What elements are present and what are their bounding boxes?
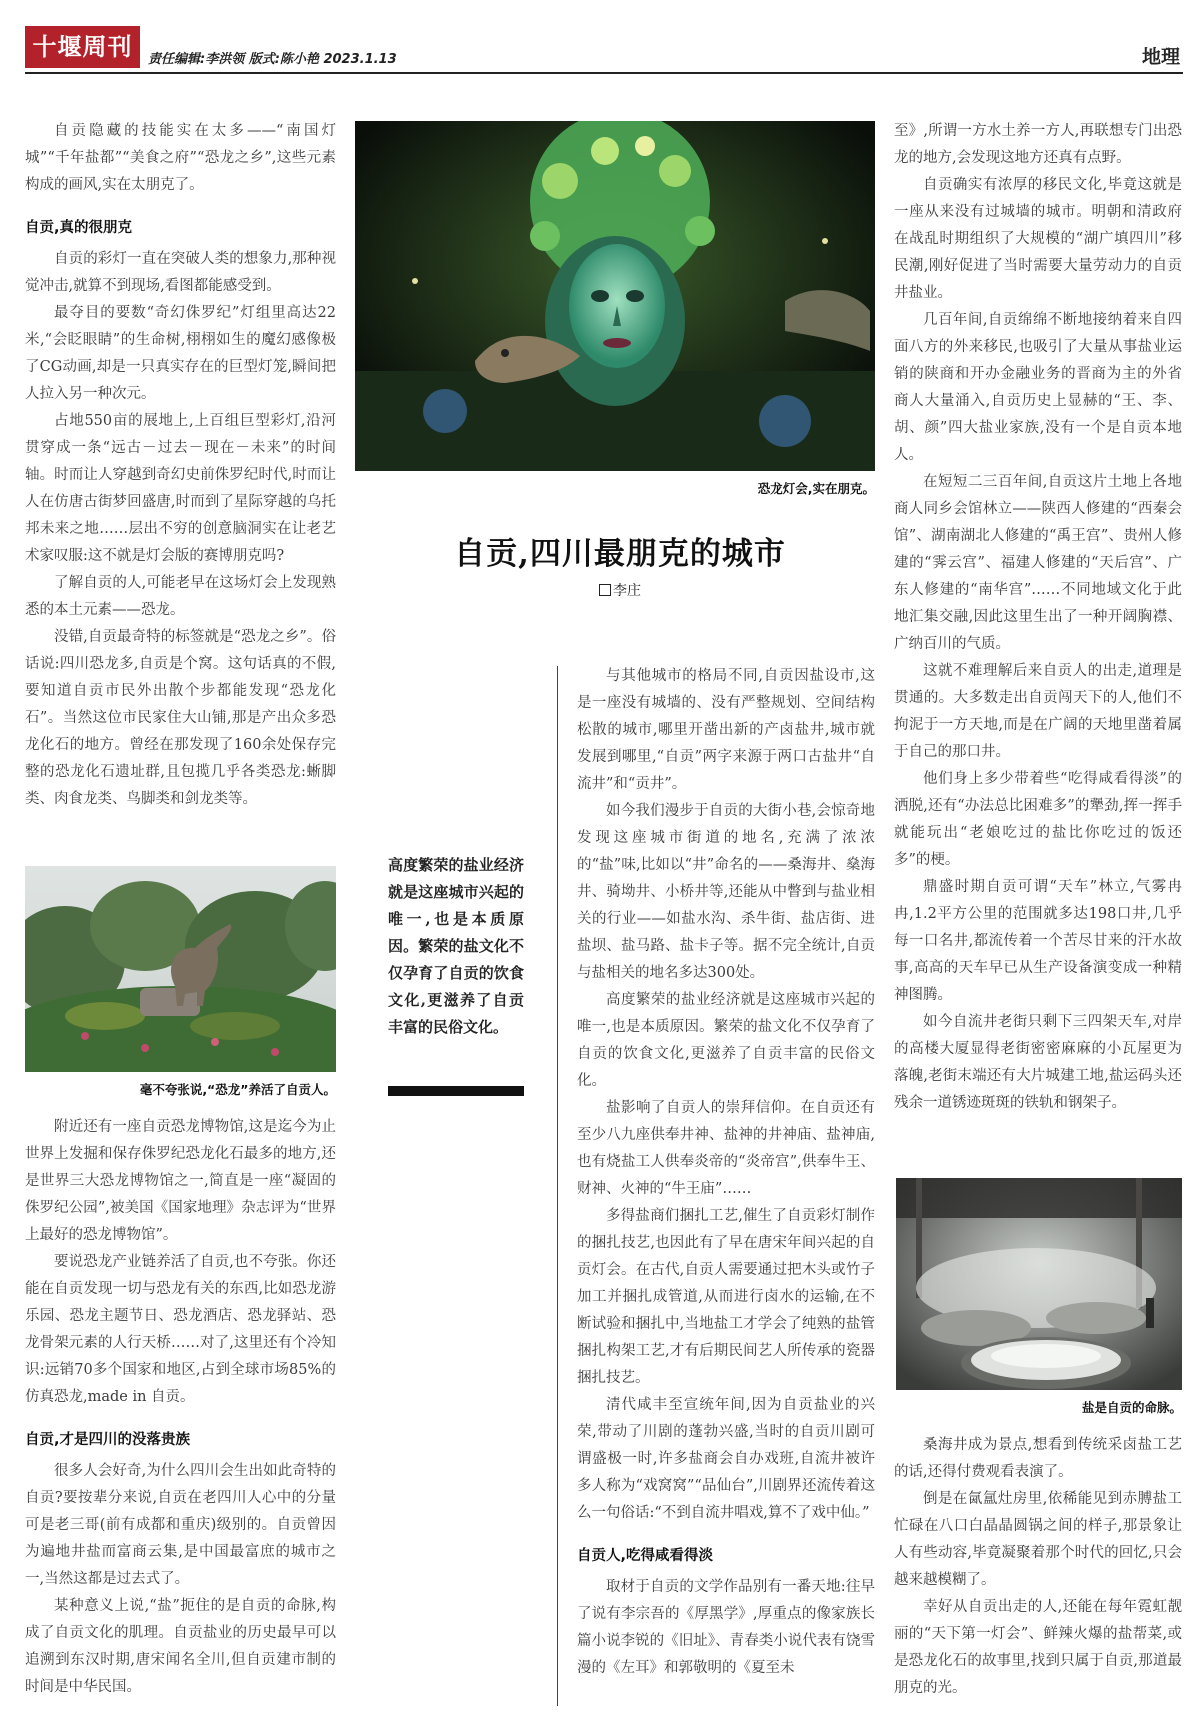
pull-quote: 高度繁荣的盐业经济就是这座城市兴起的唯一,也是本质原因。繁荣的盐文化不仅孕育了自贡的饮食文化,更滋养了自贡丰富的民俗文化。 [388,856,524,1036]
paragraph: 取材于自贡的文学作品别有一番天地:往早了说有李宗吾的《厚黑学》,厚重点的像家族长篇小说李锐的《旧址》、青春类小说代表有饶雪漫的《左耳》和郭敬明的《夏至未 [577,1579,875,1676]
paragraph: 了解自贡的人,可能老早在这场灯会上发现熟悉的本土元素——恐龙。 [25,575,336,618]
masthead-meta: 责任编辑:李洪领 版式:陈小艳 2023.1.13 [148,52,397,67]
paragraph: 幸好从自贡出走的人,还能在每年霓虹靓丽的“天下第一灯会”、鲜辣火爆的盐帮菜,或是恐龙化石的故事里,找到只属于自贡,那道最朋克的光。 [894,1599,1182,1696]
paragraph: 自贡隐藏的技能实在太多——“南国灯城”“千年盐都”“美食之府”“恐龙之乡”,这些元素构成的画风,实在太朋克了。 [25,123,336,193]
subheading: 自贡人,吃得咸看得淡 [577,1548,714,1564]
paragraph: 在短短二三百年间,自贡这片土地上各地商人同乡会馆林立——陕西人修建的“西秦会馆”、湖南湖北人修建的“禹王宫”、贵州人修建的“霁云宫”、福建人修建的“天后宫”、广东人修建的“南华宫”……不同地域文化于此地汇集交融,因此这里生出了一种开阔胸襟、广纳百川的气质。 [894,474,1182,652]
paragraph: 高度繁荣的盐业经济就是这座城市兴起的唯一,也是本质原因。繁荣的盐文化不仅孕育了自贡的饮食文化,更滋养了自贡丰富的民俗文化。 [577,992,875,1089]
column-right-bottom [894,1432,1182,1702]
paragraph: 倒是在氤氲灶房里,依稀能见到赤膊盐工忙碌在八口白晶晶圆锅之间的样子,那景象让人有些动容,毕竟凝聚着那个时代的回忆,只会越来越模糊了。 [894,1491,1182,1588]
subheading: 自贡,才是四川的没落贵族 [25,1432,191,1448]
article-title: 自贡,四川最朋克的城市 [454,536,786,572]
paragraph: 最夺目的要数“奇幻侏罗纪”灯组里高达22米,“会眨眼睛”的生命树,栩栩如生的魔幻感像极了CG动画,却是一只真实存在的巨型灯笼,瞬间把人拉入另一种次元。 [25,305,336,402]
paragraph: 鼎盛时期自贡可谓“天车”林立,气雾冉冉,1.2平方公里的范围就多达198口井,几乎每一口名井,都流传着一个苦尽甘来的汗水故事,高高的天车早已从生产设备演变成一种精神图腾。 [894,879,1182,1003]
paragraph: 桑海井成为景点,想看到传统采卤盐工艺的话,还得付费观看表演了。 [894,1437,1182,1480]
paragraph: 占地550亩的展地上,上百组巨型彩灯,沿河贯穿成一条“远古－过去－现在－未来”的时间轴。时而让人穿越到奇幻史前侏罗纪时代,时而让人在仿唐古街梦回盛唐,时而到了星际穿越的乌托邦未来之地……层出不穷的创意脑洞实在让老艺术家叹服:这不就是灯会版的赛博朋克吗? [25,413,336,564]
column-center [577,663,875,1682]
column-right-top [894,118,1182,1117]
paragraph: 与其他城市的格局不同,自贡因盐设市,这是一座没有城墙的、没有严整规划、空间结构松散的城市,哪里开凿出新的产卤盐井,城市就发展到哪里,“自贡”两字来源于两口古盐井“自流井”和“贡井”。 [577,668,875,792]
column-left-bottom [25,1114,336,1701]
author: 李庄 [613,583,641,599]
paragraph: 自贡的彩灯一直在突破人类的想象力,那种视觉冲击,就算不到现场,看图都能感受到。 [25,251,336,294]
dinosaur-park-photo [25,866,336,1072]
section-tag: 地理 [1141,46,1180,68]
byline [355,580,885,600]
header-rule [25,72,1183,74]
column-left-top [25,118,336,813]
pull-quote-bar [388,1086,524,1096]
photo-caption: 毫不夸张说,“恐龙”养活了自贡人。 [139,1082,336,1097]
masthead-logo: 十堰周刊 [25,26,140,68]
paragraph: 至》,所谓一方水土养一方人,再联想专门出恐龙的地方,会发现这地方还真有点野。 [894,123,1182,166]
paragraph: 盐影响了自贡人的崇拜信仰。在自贡还有至少八九座供奉井神、盐神的井神庙、盐神庙,也有烧盐工人供奉炎帝的“炎帝宫”,供奉牛王、财神、火神的“牛王庙”…… [577,1100,875,1197]
byline-box-icon [599,584,611,596]
paragraph: 没错,自贡最奇特的标签就是“恐龙之乡”。俗话说:四川恐龙多,自贡是个窝。这句话真的不假,要知道自贡市民外出散个步都能发现“恐龙化石”。当然这位市民家住大山铺,那是产出众多恐龙化石的地方。曾经在那发现了160余处保存完整的恐龙化石遗址群,且包揽几乎各类恐龙:蜥脚类、肉食龙类、鸟脚类和剑龙类等。 [25,629,336,807]
paragraph: 他们身上多少带着些“吃得咸看得淡”的洒脱,还有“办法总比困难多”的犟劲,挥一挥手就能玩出“老娘吃过的盐比你吃过的饭还多”的梗。 [894,771,1182,868]
lantern-festival-photo [355,121,875,471]
paragraph: 附近还有一座自贡恐龙博物馆,这是迄今为止世界上发掘和保存侏罗纪恐龙化石最多的地方,还是世界三大恐龙博物馆之一,简直是一座“凝固的侏罗纪公园”,被美国《国家地理》杂志评为“世界上最好的恐龙博物馆”。 [25,1119,336,1243]
paragraph: 如今我们漫步于自贡的大街小巷,会惊奇地发现这座城市街道的地名,充满了浓浓的“盐”味,比如以“井”命名的——桑海井、燊海井、骑坳井、小桥井等,还能从中瞥到与盐业相关的行业——如盐水沟、杀牛街、盐店街、进盐坝、盐马路、盐卡子等。据不完全统计,自贡与盐相关的地名多达300处。 [577,803,875,981]
paragraph: 清代咸丰至宣统年间,因为自贡盐业的兴荣,带动了川剧的蓬勃兴盛,当时的自贡川剧可谓盛极一时,许多盐商会自办戏班,自流井被许多人称为“戏窝窝”“品仙台”,川剧界还流传着这么一句俗话:“不到自流井唱戏,算不了戏中仙。” [577,1397,875,1521]
paragraph: 几百年间,自贡绵绵不断地接纳着来自四面八方的外来移民,也吸引了大量从事盐业运销的陕商和开办金融业务的晋商为主的外省商人大量涌入,自贡历史上显赫的“王、李、胡、颜”四大盐业家族,没有一个是自贡本地人。 [894,312,1182,463]
paragraph: 很多人会好奇,为什么四川会生出如此奇特的自贡?要按辈分来说,自贡在老四川人心中的分量可是老三哥(前有成都和重庆)级别的。自贡曾因为遍地井盐而富商云集,是中国最富庶的城市之一,当然这都是过去式了。 [25,1463,336,1587]
salt-works-photo [896,1178,1182,1390]
subheading: 自贡,真的很朋克 [25,220,133,236]
photo-caption: 盐是自贡的命脉。 [1081,1400,1182,1415]
paragraph: 如今自流井老街只剩下三四架天车,对岸的高楼大厦显得老街密密麻麻的小瓦屋更为落魄,老街末端还有大片城建工地,盐运码头还残余一道锈迹斑斑的铁轨和钢架子。 [894,1014,1182,1111]
paragraph: 多得盐商们捆扎工艺,催生了自贡彩灯制作的捆扎技艺,也因此有了早在唐宋年间兴起的自贡灯会。在古代,自贡人需要通过把木头或竹子加工并捆扎成管道,从而进行卤水的运输,在不断试验和捆扎中,当地盐工才学会了纯熟的盐管捆扎构架工艺,才有后期民间艺人所传承的瓷器捆扎技艺。 [577,1208,875,1386]
column-divider [557,666,558,1706]
paragraph: 某种意义上说,“盐”扼住的是自贡的命脉,构成了自贡文化的肌理。自贡盐业的历史最早可以追溯到东汉时期,唐宋闻名全川,但自贡建市制的时间是中华民国。 [25,1598,336,1695]
photo-caption: 恐龙灯会,实在朋克。 [757,481,875,496]
paragraph: 自贡确实有浓厚的移民文化,毕竟这就是一座从来没有过城墙的城市。明朝和清政府在战乱时期组织了大规模的“湖广填四川”移民潮,刚好促进了当时需要大量劳动力的自贡井盐业。 [894,177,1182,301]
paragraph: 这就不难理解后来自贡人的出走,道理是贯通的。大多数走出自贡闯天下的人,他们不拘泥于一方天地,而是在广阔的天地里凿着属于自己的那口井。 [894,663,1182,760]
paragraph: 要说恐龙产业链养活了自贡,也不夸张。你还能在自贡发现一切与恐龙有关的东西,比如恐龙游乐园、恐龙主题节日、恐龙酒店、恐龙驿站、恐龙骨架元素的人行天桥……对了,这里还有个冷知识:远销70多个国家和地区,占到全球市场85%的仿真恐龙,made in 自贡。 [25,1254,336,1405]
